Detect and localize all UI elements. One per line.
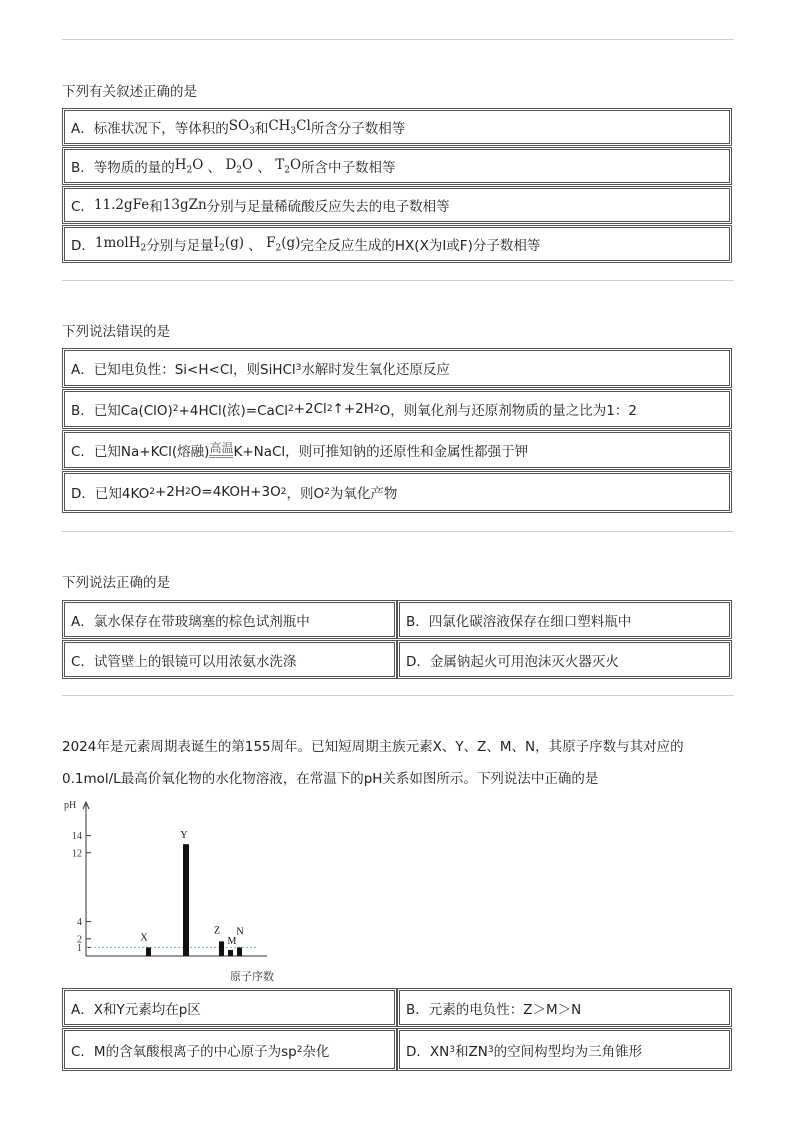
bar-label-n: N <box>236 926 244 938</box>
bar-x <box>146 947 151 956</box>
divider-q3 <box>62 531 734 532</box>
bar-label-m: M <box>227 935 237 947</box>
bar-n <box>237 947 242 956</box>
q4-option-d[interactable]: D．XN 3 和ZN 3 的空间构型均为三角锥形 <box>397 1028 732 1071</box>
q4-stem-line1: 2024年是元素周期表诞生的第155周年。已知短周期主族元素X、Y、Z、M、N，其原子序数与其对应的 <box>62 739 684 755</box>
q3-stem: 下列说法正确的是 <box>62 575 170 591</box>
bar-label-z: Z <box>213 925 221 937</box>
y-tick-label: 1 <box>77 942 82 954</box>
q3-option-c[interactable]: C．试管壁上的银镜可以用浓氨水洗涤 <box>62 640 397 679</box>
q1-option-a[interactable]: A．标准状况下，等体积的 $SO_3$ 和 $CH_3Cl$ 所含分子数相等 <box>62 108 732 146</box>
divider-top <box>62 39 734 40</box>
q2-option-c[interactable]: C．已知Na+KCl(熔融) 高温 K+NaCl，则可推知钠的还原性和金属性都强于钾 <box>62 430 732 470</box>
y-tick-label: 2 <box>77 934 82 946</box>
y-tick-label: 12 <box>72 848 82 860</box>
q1-option-d[interactable]: D． 1molH$_2$ 分别与足量 $I_2(g)$ 、 $F_2(g)$ 完全反应生成的HX(X为I或F)分子数相等 <box>62 225 732 263</box>
divider-q4 <box>62 695 734 696</box>
x-axis-label: 原子序数 <box>230 971 274 983</box>
q4-stem-line2: 0.1mol/L最高价氧化物的水化物溶液，在常温下的pH关系如图所示。下列说法中正确的是 <box>62 771 599 787</box>
q3-option-a[interactable]: A．氯水保存在带玻璃塞的棕色试剂瓶中 <box>62 600 397 639</box>
ph-bar-chart <box>62 796 322 988</box>
bar-label-x: X <box>140 932 148 944</box>
q4-option-c[interactable]: C．M的含氧酸根离子的中心原子为sp 2 杂化 <box>62 1028 397 1071</box>
q3-option-d[interactable]: D．金属钠起火可用泡沫灭火器灭火 <box>397 640 732 679</box>
bar-label-y: Y <box>180 830 188 842</box>
q2-option-b[interactable]: B．已知Ca(ClO) 2 +4HCl(浓)=CaCl 2 +2Cl 2 ↑+2H 2 O，则氧化剂与还原剂物质的量之比为1：2 <box>62 389 732 429</box>
q4-option-a[interactable]: A．X和Y元素均在p区 <box>62 988 397 1027</box>
q1-option-c[interactable]: C． 11.2gFe 和 13gZn 分别与足量稀硫酸反应失去的电子数相等 <box>62 186 732 224</box>
y-tick-label: 14 <box>72 831 82 843</box>
bar-m <box>228 950 233 956</box>
reaction-condition-arrow: 高温 <box>209 442 233 458</box>
divider-q2 <box>62 280 734 281</box>
q1-option-b[interactable]: B．等物质的量的 $H_2O$ 、 $D_2O$ 、 $T_2O$ 所含中子数相等 <box>62 147 732 185</box>
q2-option-d[interactable]: D．已知4KO 2 +2H 2 O=4KOH+3O 2 ，则O 2 为氧化产物 <box>62 471 732 513</box>
y-axis-label: pH <box>64 800 77 811</box>
bar-z <box>219 941 224 956</box>
bar-y <box>183 844 189 956</box>
y-tick-label: 4 <box>77 917 82 929</box>
q3-option-b[interactable]: B．四氯化碳溶液保存在细口塑料瓶中 <box>397 600 732 639</box>
q2-option-a[interactable]: A．已知电负性：Si<H<Cl，则SiHCl 3 水解时发生氧化还原反应 <box>62 348 732 388</box>
q1-stem: 下列有关叙述正确的是 <box>62 84 197 100</box>
q4-option-b[interactable]: B．元素的电负性：Z＞M＞N <box>397 988 732 1027</box>
q2-stem: 下列说法错误的是 <box>62 324 170 340</box>
